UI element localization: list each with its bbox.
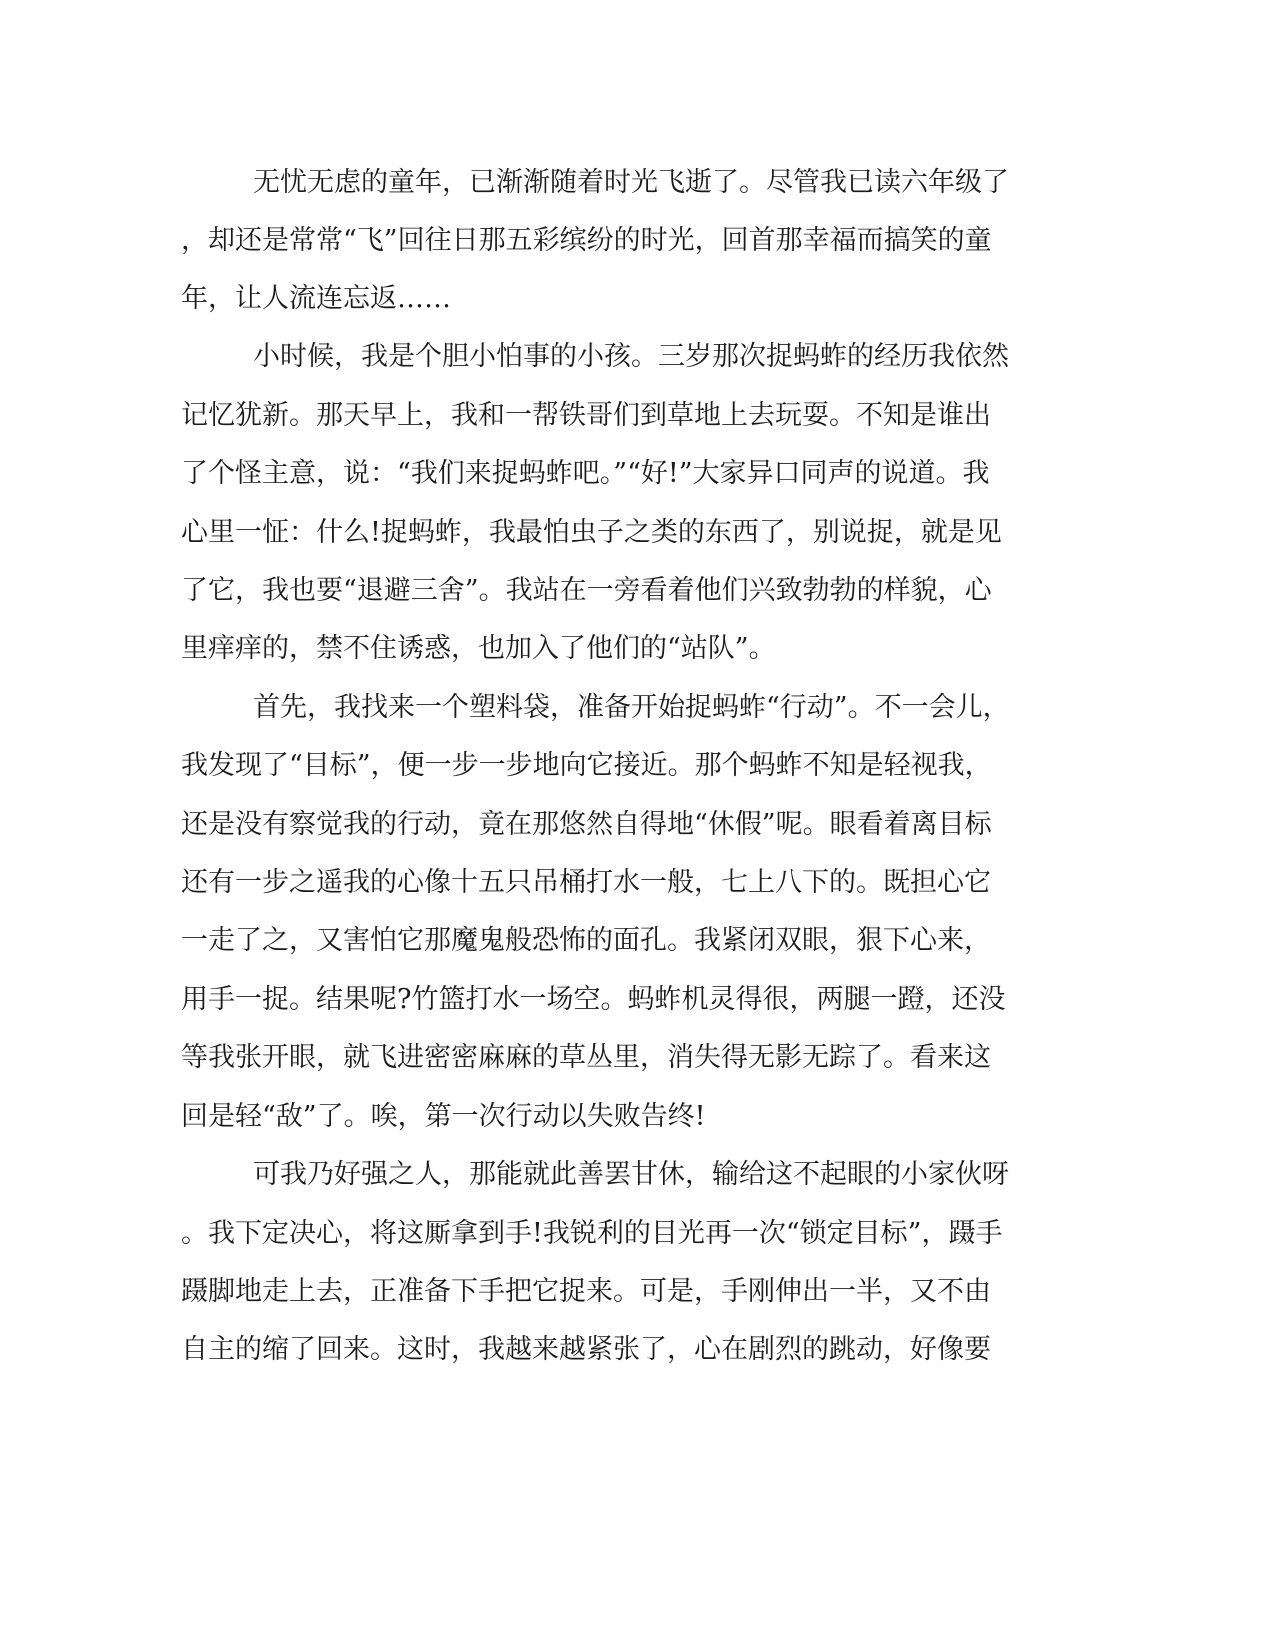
paragraph-3-line-2: 我发现了“目标”，便一步一步地向它接近。那个蚂蚱不知是轻视我， — [181, 750, 992, 781]
paragraph-1-line-2: ，却还是常常“飞”回往日那五彩缤纷的时光，回首那幸福而搞笑的童 — [181, 225, 992, 256]
paragraph-1-line-1: 无忧无虑的童年，已渐渐随着时光飞逝了。尽管我已读六年级了 — [253, 167, 1009, 198]
paragraph-3-line-1: 首先，我找来一个塑料袋，准备开始捉蚂蚱“行动”。不一会儿， — [253, 692, 1010, 723]
paragraph-3-line-6: 用手一捉。结果呢?竹篮打水一场空。蚂蚱机灵得很，两腿一蹬，还没 — [181, 984, 1006, 1015]
paragraph-2-line-5: 了它，我也要“退避三舍”。我站在一旁看着他们兴致勃勃的样貌，心 — [181, 575, 992, 606]
paragraph-3-line-3: 还是没有察觉我的行动，竟在那悠然自得地“休假”呢。眼看着离目标 — [181, 809, 992, 840]
paragraph-3-line-8: 回是轻“敌”了。唉，第一次行动以失败告终! — [181, 1101, 706, 1132]
paragraph-2-line-3: 了个怪主意，说：“我们来捉蚂蚱吧。”“好!”大家异口同声的说道。我 — [181, 458, 990, 489]
paragraph-4-line-2: 。我下定决心，将这厮拿到手!我锐利的目光再一次“锁定目标”，蹑手 — [181, 1218, 1003, 1249]
paragraph-3-line-5: 一走了之，又害怕它那魔鬼般恐怖的面孔。我紧闭双眼，狠下心来， — [181, 925, 991, 956]
paragraph-2-line-6: 里痒痒的，禁不住诱惑，也加入了他们的“站队”。 — [181, 633, 776, 664]
paragraph-1-line-3: 年，让人流连忘返…… — [181, 283, 451, 314]
paragraph-2-line-4: 心里一怔：什么!捉蚂蚱，我最怕虫子之类的东西了，别说捉，就是见 — [181, 517, 1002, 548]
paragraph-2-line-1: 小时候，我是个胆小怕事的小孩。三岁那次捉蚂蚱的经历我依然 — [253, 341, 1009, 372]
paragraph-3-line-4: 还有一步之遥我的心像十五只吊桶打水一般，七上八下的。既担心它 — [181, 867, 991, 898]
paragraph-3-line-7: 等我张开眼，就飞进密密麻麻的草丛里，消失得无影无踪了。看来这 — [181, 1042, 991, 1073]
paragraph-4-line-4: 自主的缩了回来。这时，我越来越紧张了，心在剧烈的跳动，好像要 — [181, 1334, 991, 1365]
paragraph-4-line-3: 蹑脚地走上去，正准备下手把它捉来。可是，手刚伸出一半，又不由 — [181, 1276, 991, 1307]
paragraph-4-line-1: 可我乃好强之人，那能就此善罢甘休，输给这不起眼的小家伙呀 — [253, 1159, 1009, 1190]
paragraph-2-line-2: 记忆犹新。那天早上，我和一帮铁哥们到草地上去玩耍。不知是谁出 — [181, 400, 991, 431]
